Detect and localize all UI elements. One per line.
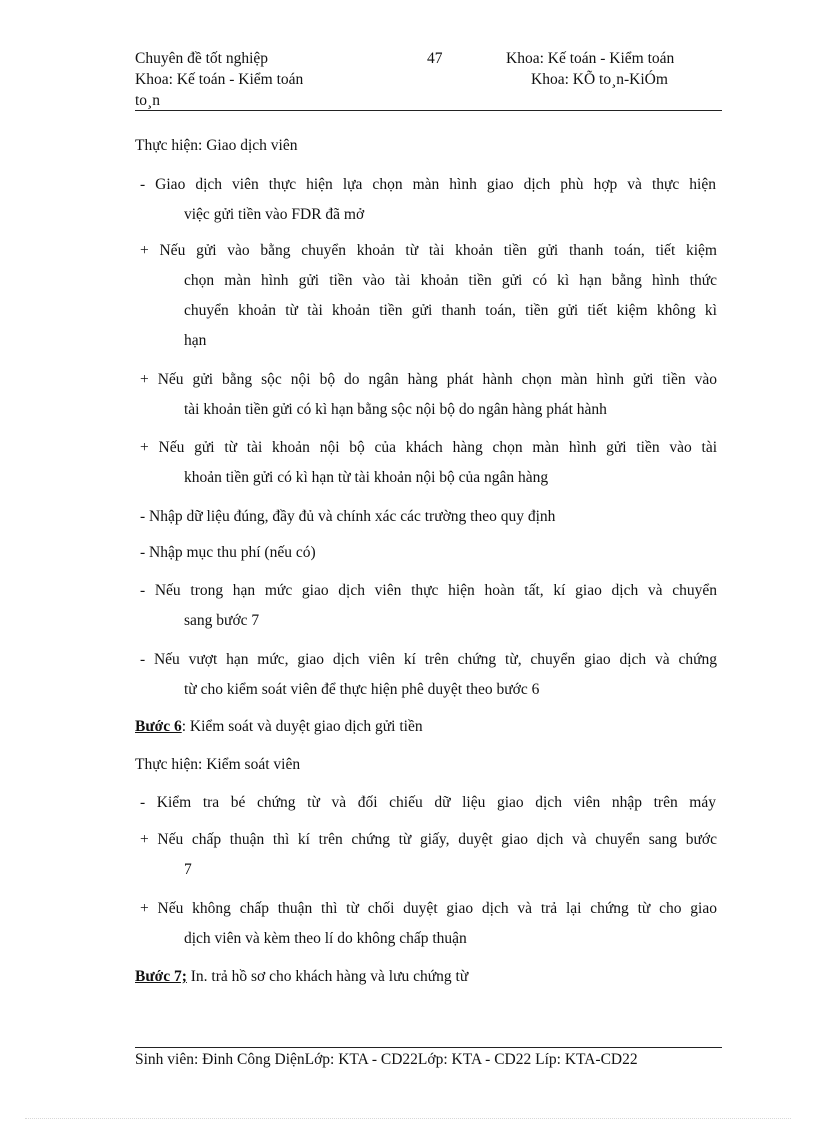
- paragraph-line: + Nếu gửi vào bằng chuyển khoản từ tài khoản tiền gửi thanh toán, tiết kiệm: [140, 242, 717, 259]
- paragraph-line: 7: [184, 861, 192, 878]
- paragraph-line: tài khoản tiền gửi có kì hạn bằng sộc nội bộ do ngân hàng phát hành: [184, 401, 607, 418]
- paragraph-line: + Nếu gửi bằng sộc nội bộ do ngân hàng phát hành chọn màn hình gửi tiền vào: [140, 371, 717, 388]
- paragraph-line: dịch viên và kèm theo lí do không chấp thuận: [184, 930, 467, 947]
- header-right-line1: Khoa: Kế toán - Kiểm toán: [506, 50, 675, 67]
- paragraph-line: việc gửi tiền vào FDR đã mở: [184, 206, 365, 223]
- step-6-heading: [135, 718, 423, 736]
- footer-text: Sinh viên: Đinh Công DiệnLớp: KTA - CD22Lớp: KTA - CD22 Líp: KTA-CD22: [135, 1051, 638, 1068]
- paragraph-line: chuyển khoản từ tài khoản tiền gửi thanh toán, tiền gửi tiết kiệm không kì: [184, 302, 717, 319]
- paragraph-line: - Nếu vượt hạn mức, giao dịch viên kí trên chứng từ, chuyển giao dịch và chứng: [140, 651, 717, 668]
- step-7-heading: [135, 968, 468, 986]
- footer-rule: [135, 1047, 722, 1048]
- step-6-label: Bước 6: [135, 718, 182, 735]
- paragraph-line: hạn: [184, 332, 207, 349]
- paragraph-line: - Kiểm tra bé chứng từ và đối chiếu dữ liệu giao dịch viên nhập trên máy: [140, 794, 716, 811]
- paragraph-line: Thực hiện: Giao dịch viên: [135, 137, 298, 154]
- header-left-line2: Khoa: Kế toán - Kiểm toán: [135, 71, 304, 88]
- step-6-text: : Kiểm soát và duyệt giao dịch gửi tiền: [181, 718, 423, 735]
- step-7-text: In. trả hồ sơ cho khách hàng và lưu chứng từ: [186, 968, 469, 985]
- paragraph-line: - Giao dịch viên thực hiện lựa chọn màn hình giao dịch phù hợp và thực hiện: [140, 176, 716, 193]
- paragraph-line: - Nhập mục thu phí (nếu có): [140, 544, 316, 561]
- paragraph-line: sang bước 7: [184, 612, 260, 629]
- paragraph-line: từ cho kiểm soát viên để thực hiện phê duyệt theo bước 6: [184, 681, 540, 698]
- paragraph-line: + Nếu gửi từ tài khoản nội bộ của khách hàng chọn màn hình gửi tiền vào tài: [140, 439, 717, 456]
- paragraph-line: + Nếu không chấp thuận thì từ chối duyệt giao dịch và trả lại chứng từ cho giao: [140, 900, 717, 917]
- paragraph-line: chọn màn hình gửi tiền vào tài khoản tiền gửi có kì hạn bằng hình thức: [184, 272, 717, 289]
- paragraph-line: Thực hiện: Kiểm soát viên: [135, 756, 301, 773]
- header-right-line2: Khoa: KÕ to¸n-KiÓm: [531, 71, 668, 88]
- paragraph-line: - Nếu trong hạn mức giao dịch viên thực hiện hoàn tất, kí giao dịch và chuyển: [140, 582, 717, 599]
- page-edge-divider: [25, 1118, 791, 1119]
- header-left-line1: Chuyên đề tốt nghiệp: [135, 50, 269, 67]
- step-7-label: Bước 7;: [135, 968, 187, 985]
- paragraph-line: - Nhập dữ liệu đúng, đầy đủ và chính xác các trường theo quy định: [140, 508, 556, 525]
- header-rule: [135, 110, 722, 111]
- paragraph-line: + Nếu chấp thuận thì kí trên chứng từ giấy, duyệt giao dịch và chuyển sang bước: [140, 831, 717, 848]
- paragraph-line: khoản tiền gửi có kì hạn từ tài khoản nội bộ của ngân hàng: [184, 469, 549, 486]
- header-left-line3: to¸n: [135, 92, 160, 109]
- page-number: 47: [427, 50, 443, 67]
